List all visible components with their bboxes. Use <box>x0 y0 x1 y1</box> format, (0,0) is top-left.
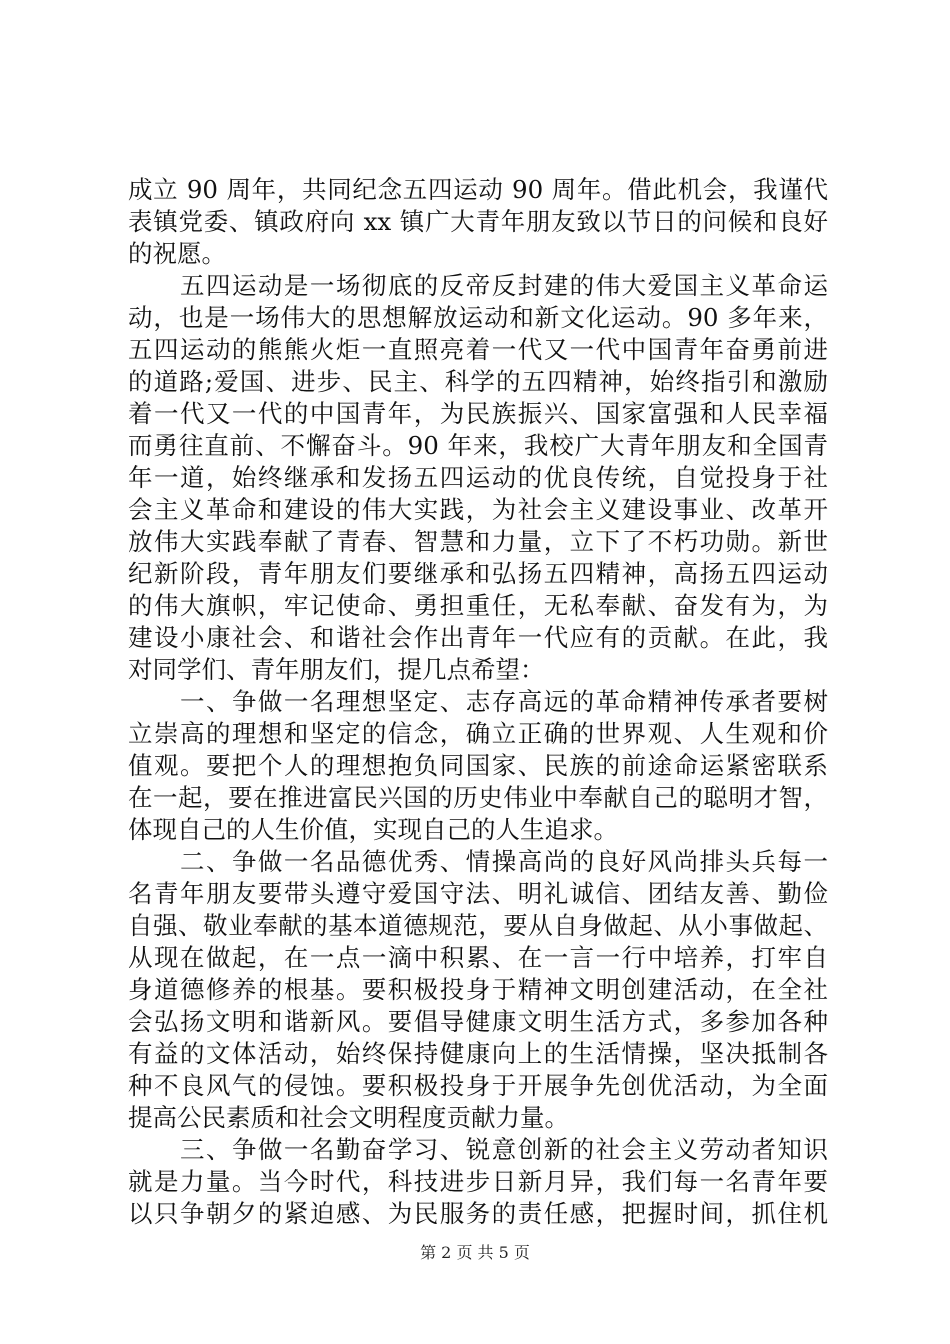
text-line: 纪新阶段，青年朋友们要继承和弘扬五四精神，高扬五四运动 <box>128 559 828 588</box>
page-footer: 第 2 页 共 5 页 <box>420 1243 530 1262</box>
text-line: 而勇往直前、不懈奋斗。90 年来，我校广大青年朋友和全国青 <box>128 431 828 460</box>
text-line: 有益的文体活动，始终保持健康向上的生活情操，坚决抵制各 <box>128 1039 828 1068</box>
text-line: 值观。要把个人的理想抱负同国家、民族的前途命运紧密联系 <box>128 751 828 780</box>
text-line: 以只争朝夕的紧迫感、为民服务的责任感，把握时间，抓住机 <box>128 1199 828 1228</box>
text-line: 在一起，要在推进富民兴国的历史伟业中奉献自己的聪明才智， <box>128 783 828 812</box>
text-line: 名青年朋友要带头遵守爱国守法、明礼诚信、团结友善、勤俭 <box>128 879 828 908</box>
text-line: 年一道，始终继承和发扬五四运动的优良传统，自觉投身于社 <box>128 463 828 492</box>
text-line: 自强、敬业奉献的基本道德规范，要从自身做起、从小事做起、 <box>128 911 828 940</box>
text-line: 放伟大实践奉献了青春、智慧和力量，立下了不朽功勋。新世 <box>128 527 828 556</box>
text-line: 表镇党委、镇政府向 xx 镇广大青年朋友致以节日的问候和良好 <box>128 207 828 236</box>
text-line: 的祝愿。 <box>128 239 226 268</box>
paragraph-continuation <box>128 174 828 270</box>
body-text <box>128 174 828 1230</box>
text-line: 成立 90 周年，共同纪念五四运动 90 周年。借此机会，我谨代 <box>128 175 828 204</box>
text-line: 的伟大旗帜，牢记使命、勇担重任，无私奉献、奋发有为，为 <box>128 591 828 620</box>
paragraph-point-two <box>128 846 828 1134</box>
text-line: 身道德修养的根基。要积极投身于精神文明创建活动，在全社 <box>128 975 828 1004</box>
paragraph-may-fourth <box>128 270 828 686</box>
text-line: 体现自己的人生价值，实现自己的人生追求。 <box>128 815 618 844</box>
text-line: 种不良风气的侵蚀。要积极投身于开展争先创优活动，为全面 <box>128 1071 828 1100</box>
text-line: 提高公民素质和社会文明程度贡献力量。 <box>128 1103 569 1132</box>
paragraph-point-one <box>128 686 828 846</box>
text-line: 会主义革命和建设的伟大实践，为社会主义建设事业、改革开 <box>128 495 828 524</box>
text-line: 一、争做一名理想坚定、志存高远的革命精神传承者要树 <box>180 687 828 716</box>
text-line: 建设小康社会、和谐社会作出青年一代应有的贡献。在此，我 <box>128 623 828 652</box>
text-line: 五四运动是一场彻底的反帝反封建的伟大爱国主义革命运 <box>180 271 828 300</box>
text-line: 二、争做一名品德优秀、情操高尚的良好风尚排头兵每一 <box>180 847 828 876</box>
paragraph-point-three <box>128 1134 828 1230</box>
text-line: 对同学们、青年朋友们，提几点希望： <box>128 655 545 684</box>
text-line: 五四运动的熊熊火炬一直照亮着一代又一代中国青年奋勇前进 <box>128 335 828 364</box>
text-line: 着一代又一代的中国青年，为民族振兴、国家富强和人民幸福 <box>128 399 828 428</box>
text-line: 三、争做一名勤奋学习、锐意创新的社会主义劳动者知识 <box>180 1135 828 1164</box>
text-line: 从现在做起，在一点一滴中积累、在一言一行中培养，打牢自 <box>128 943 828 972</box>
text-line: 会弘扬文明和谐新风。要倡导健康文明生活方式，多参加各种 <box>128 1007 828 1036</box>
text-line: 立崇高的理想和坚定的信念，确立正确的世界观、人生观和价 <box>128 719 828 748</box>
text-line: 就是力量。当今时代，科技进步日新月异，我们每一名青年要 <box>128 1167 828 1196</box>
text-line: 的道路;爱国、进步、民主、科学的五四精神，始终指引和激励 <box>128 367 828 396</box>
text-line: 动，也是一场伟大的思想解放运动和新文化运动。90 多年来， <box>128 303 828 332</box>
